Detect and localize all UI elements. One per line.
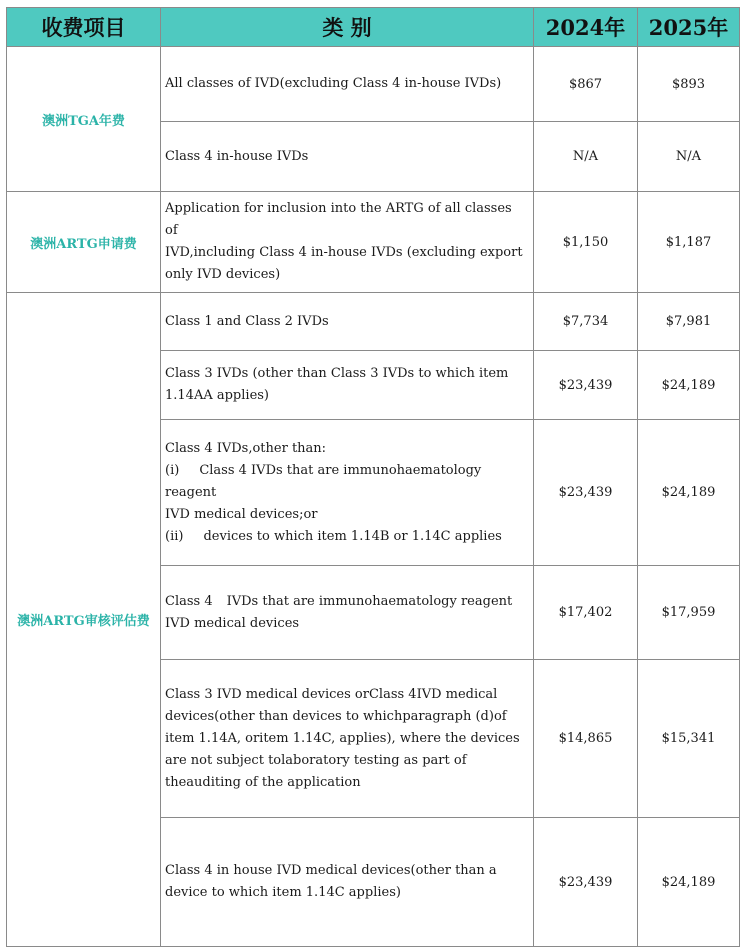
- description-line: only IVD devices): [165, 267, 281, 282]
- fee-2025-cell: $24,189: [638, 420, 740, 566]
- description-line: Class 4 in-house IVDs: [165, 148, 309, 164]
- fee-2025-cell: $24,189: [638, 351, 740, 420]
- description-line: IVD,including Class 4 in-house IVDs (excluding export: [165, 245, 523, 260]
- description-line: Class 3 IVDs (other than Class 3 IVDs to which item: [165, 366, 509, 381]
- description-cell: [161, 420, 534, 566]
- header-type: 类 别: [161, 8, 534, 47]
- list-marker: (i): [165, 462, 180, 478]
- description-line: device to which item 1.14C applies): [165, 885, 401, 900]
- description-line: IVD medical devices;or: [165, 506, 318, 522]
- fee-2025-cell: $7,981: [638, 293, 740, 351]
- fee-2024-cell: N/A: [534, 122, 638, 192]
- fee-2024-cell: $14,865: [534, 660, 638, 818]
- description-line: item 1.14A, oritem 1.14C, applies), where the devices: [165, 730, 520, 746]
- description-line: Class 4 in house IVD medical devices(other than a: [165, 863, 497, 878]
- description-line: Class 4 IVDs,other than:: [165, 440, 327, 456]
- header-category: 收费项目: [7, 8, 161, 47]
- description-line: are not subject tolaboratory testing as part of: [165, 752, 467, 768]
- description-line: [165, 591, 527, 613]
- list-text: Class 4 IVDs that are immunohaematology reagent: [165, 462, 482, 500]
- description-line: devices(other than devices to whichparagraph (d)of: [165, 708, 507, 724]
- description-cell: [161, 660, 534, 818]
- fee-2024-cell: $23,439: [534, 420, 638, 566]
- description-line: Application for inclusion into the ARTG of all classes of: [165, 201, 512, 238]
- description-line: 1.14AA applies): [165, 388, 269, 403]
- description-line: IVD medical devices: [165, 615, 300, 631]
- description-cell: [161, 566, 534, 660]
- fee-2025-cell: N/A: [638, 122, 740, 192]
- description-line: Class 1 and Class 2 IVDs: [165, 313, 329, 329]
- description-cell: [161, 122, 534, 192]
- table-header: [7, 8, 740, 47]
- description-line: [165, 526, 527, 548]
- fee-2024-cell: $23,439: [534, 351, 638, 420]
- description-fragment: Class 4: [165, 593, 213, 609]
- table-row: [7, 192, 740, 293]
- header-row: [7, 8, 740, 47]
- description-cell: [161, 293, 534, 351]
- fee-2024-cell: $1,150: [534, 192, 638, 293]
- description-cell: [161, 818, 534, 947]
- table-row: [7, 47, 740, 122]
- fee-2024-cell: $17,402: [534, 566, 638, 660]
- category-cell: 澳洲ARTG审核评估费: [7, 293, 161, 947]
- header-2024: 2024年: [534, 8, 638, 47]
- description-line: [165, 460, 527, 504]
- description-fragment: IVDs that are immunohaematology reagent: [226, 593, 513, 609]
- list-text: devices to which item 1.14B or 1.14C applies: [203, 528, 502, 544]
- fee-2025-cell: $893: [638, 47, 740, 122]
- description-cell: [161, 192, 534, 293]
- description-line: All classes of IVD(excluding Class 4 in-house IVDs): [165, 76, 502, 91]
- list-marker: (ii): [165, 528, 184, 544]
- table-row: [7, 293, 740, 351]
- description-line: theauditing of the application: [165, 774, 361, 790]
- fee-2025-cell: $17,959: [638, 566, 740, 660]
- category-cell: 澳洲ARTG申请费: [7, 192, 161, 293]
- table-body: [7, 47, 740, 947]
- fee-2025-cell: $1,187: [638, 192, 740, 293]
- header-2025: 2025年: [638, 8, 740, 47]
- fee-2024-cell: $23,439: [534, 818, 638, 947]
- fee-table: [6, 7, 740, 947]
- category-cell: 澳洲TGA年费: [7, 47, 161, 192]
- description-cell: [161, 351, 534, 420]
- fee-2025-cell: $24,189: [638, 818, 740, 947]
- fee-2024-cell: $7,734: [534, 293, 638, 351]
- fee-2025-cell: $15,341: [638, 660, 740, 818]
- description-line: Class 3 IVD medical devices orClass 4IVD medical: [165, 686, 498, 702]
- description-cell: [161, 47, 534, 122]
- fee-2024-cell: $867: [534, 47, 638, 122]
